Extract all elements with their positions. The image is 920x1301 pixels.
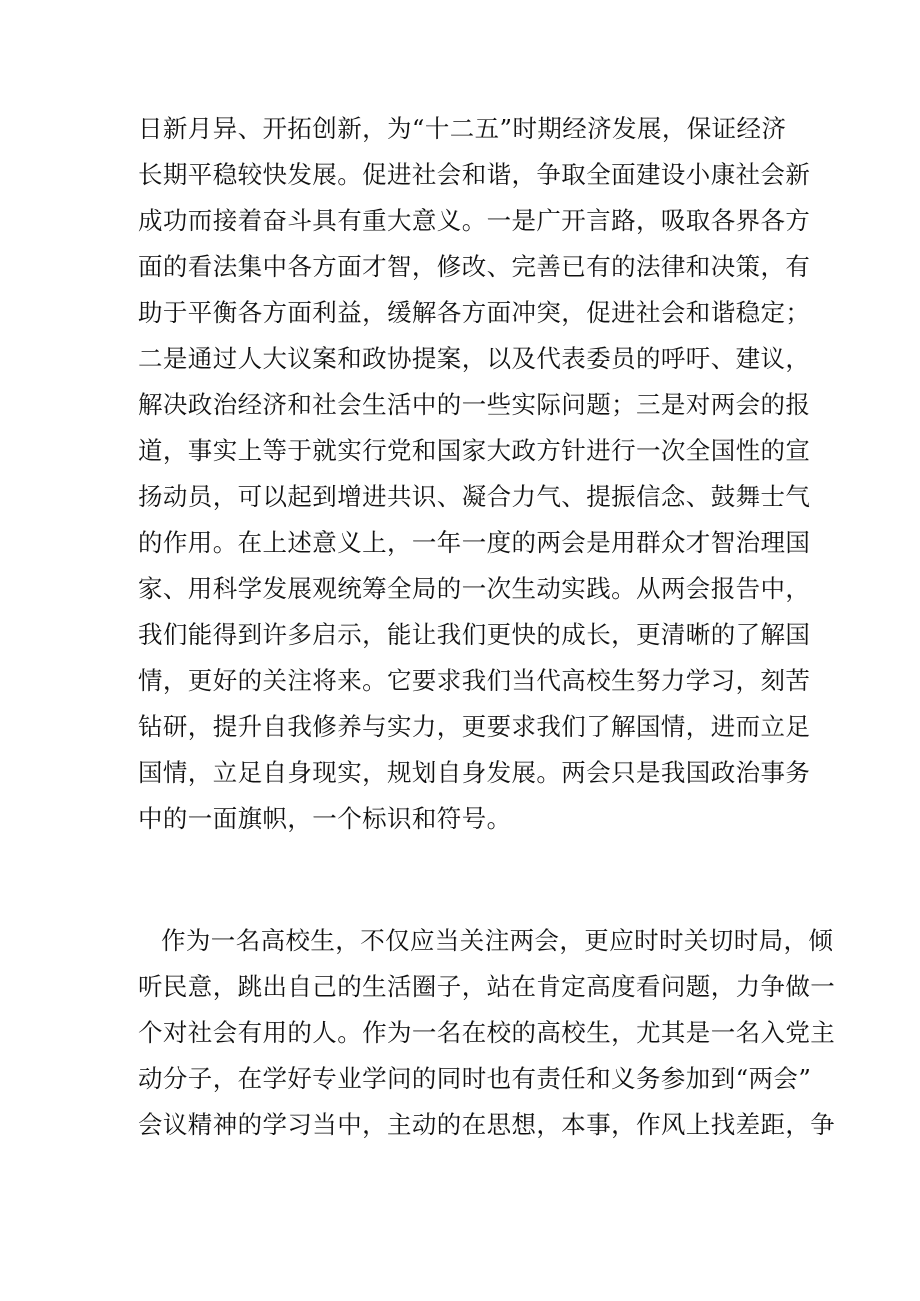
text-line: 解决政治经济和社会生活中的一些实际问题；三是对两会的报 xyxy=(138,390,811,419)
text-line: 作为一名高校生，不仅应当关注两会，更应时时关切时局，倾 xyxy=(161,926,834,955)
text-line: 成功而接着奋斗具有重大意义。一是广开言路，吸取各界各方 xyxy=(138,206,811,235)
text-line: 道，事实上等于就实行党和国家大政方针进行一次全国性的宣 xyxy=(138,436,811,465)
text-line: 的作用。在上述意义上，一年一度的两会是用群众才智治理国 xyxy=(138,528,811,557)
text-line: 国情，立足自身现实，规划自身发展。两会只是我国政治事务 xyxy=(138,758,811,787)
text-line: 听民意，跳出自己的生活圈子，站在肯定高度看问题，力争做一 xyxy=(138,972,836,1001)
text-line: 个对社会有用的人。作为一名在校的高校生，尤其是一名入党主 xyxy=(138,1018,836,1047)
text-line: 面的看法集中各方面才智，修改、完善已有的法律和决策，有 xyxy=(138,252,811,281)
text-line: 助于平衡各方面利益，缓解各方面冲突，促进社会和谐稳定； xyxy=(138,298,811,327)
text-line: 钻研，提升自我修养与实力，更要求我们了解国情，进而立足 xyxy=(138,712,811,741)
text-line: 中的一面旗帜，一个标识和符号。 xyxy=(138,804,512,833)
text-line: 动分子，在学好专业学问的同时也有责任和义务参加到“两会” xyxy=(138,1064,812,1093)
text-line: 长期平稳较快发展。促进社会和谐，争取全面建设小康社会新 xyxy=(138,160,811,189)
text-line: 我们能得到许多启示，能让我们更快的成长，更清晰的了解国 xyxy=(138,620,811,649)
text-line: 日新月异、开拓创新，为“十二五”时期经济发展，保证经济 xyxy=(138,114,787,143)
text-line: 情，更好的关注将来。它要求我们当代高校生努力学习，刻苦 xyxy=(138,666,811,695)
text-line: 二是通过人大议案和政协提案，以及代表委员的呼吁、建议， xyxy=(138,344,811,373)
text-line: 会议精神的学习当中，主动的在思想，本事，作风上找差距，争 xyxy=(138,1110,836,1139)
text-line: 扬动员，可以起到增进共识、凝合力气、提振信念、鼓舞士气 xyxy=(138,482,811,511)
text-line: 家、用科学发展观统筹全局的一次生动实践。从两会报告中， xyxy=(138,574,811,603)
